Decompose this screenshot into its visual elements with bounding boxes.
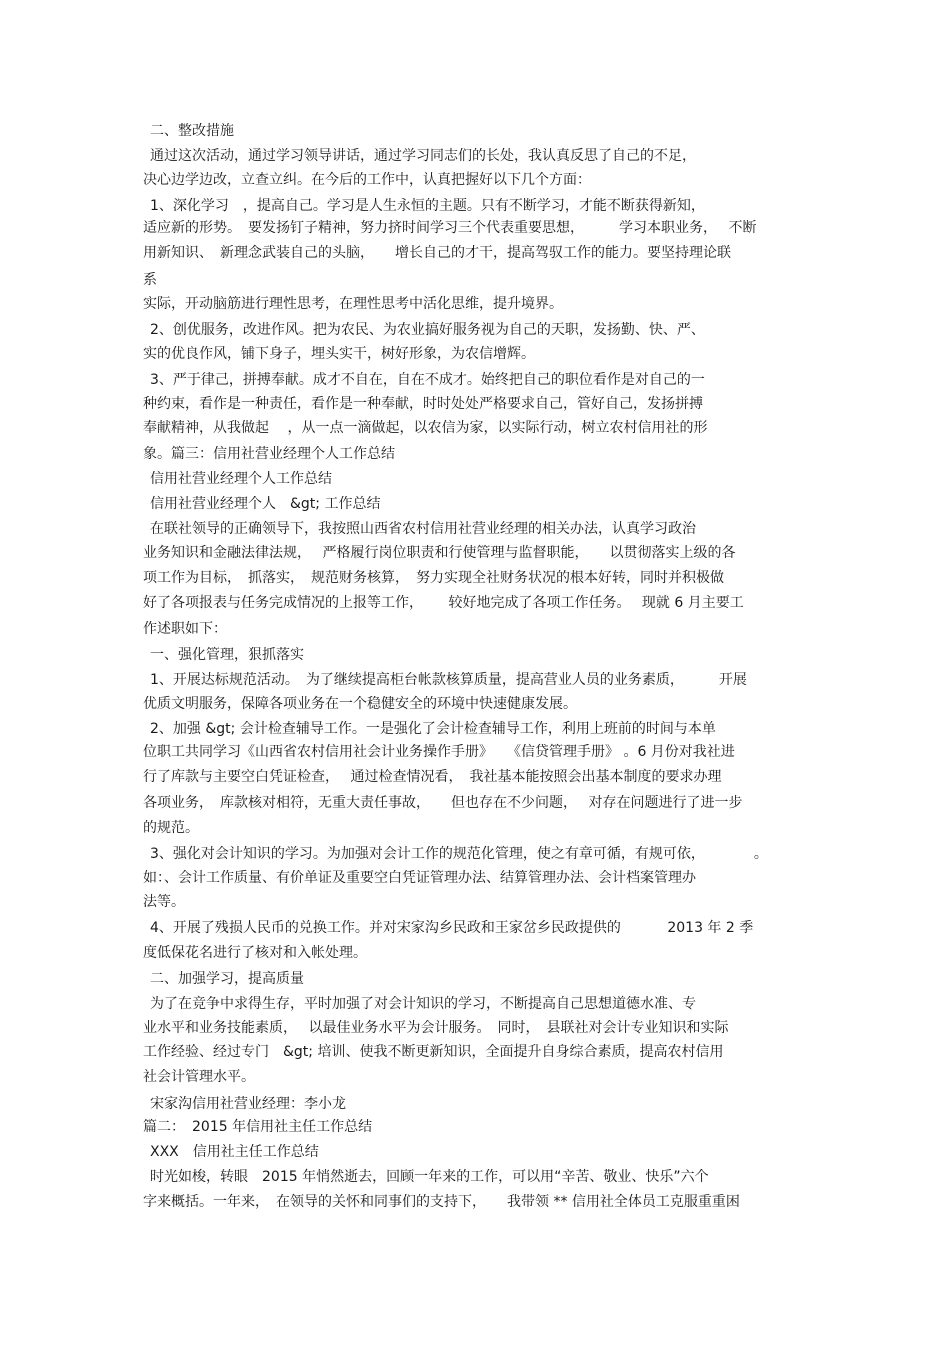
text-line: 业水平和业务技能素质， 以最佳业务水平为会计服务。 同时， 县联社对会计专业知识和实际 — [143, 1020, 729, 1036]
text-line: 二、加强学习，提高质量 — [150, 971, 304, 987]
text-line: 工作经验、经过专门 &gt; 培训、使我不断更新知识，全面提升自身综合素质，提高农村信用 — [143, 1044, 724, 1060]
text-line: 通过这次活动，通过学习领导讲话，通过学习同志们的长处，我认真反思了自己的不足， — [150, 148, 696, 164]
text-line: 实际，开动脑筋进行理性思考，在理性思考中活化思维，提升境界。 — [143, 296, 563, 312]
text-line: 优质文明服务，保障各项业务在一个稳健安全的环境中快速健康发展。 — [143, 696, 577, 712]
text-line: 的规范。 — [143, 820, 199, 836]
text-line: 系 — [143, 272, 157, 288]
text-line: 社会计管理水平。 — [143, 1069, 255, 1085]
text-line: 2、创优服务，改进作风。把为农民、为农业搞好服务视为自己的天职，发扬勤、快、严、 — [150, 322, 705, 338]
text-line: 决心边学边改，立查立纠。在今后的工作中，认真把握好以下几个方面： — [143, 172, 591, 188]
text-line: 字来概括。一年来， 在领导的关怀和同事们的支持下， 我带领 ** 信用社全体员工克服重重困 — [143, 1194, 740, 1210]
text-line: 行了库款与主要空白凭证检查， 通过检查情况看， 我社基本能按照会出基本制度的要求办理 — [143, 769, 722, 785]
text-line: 二、整改措施 — [150, 123, 234, 139]
text-line: 适应新的形势。 要发扬钉子精神，努力挤时间学习三个代表重要思想， 学习本职业务， 不断 — [143, 220, 757, 236]
text-line: 3、强化对会计知识的学习。为加强对会计工作的规范化管理，使之有章可循，有规可依， 。 — [150, 846, 768, 862]
text-line: 一、强化管理，狠抓落实 — [150, 647, 304, 663]
text-line: 信用社营业经理个人工作总结 — [150, 471, 332, 487]
text-line: 4、开展了残损人民币的兑换工作。并对宋家沟乡民政和王家岔乡民政提供的 2013 年 2 季 — [150, 920, 754, 936]
text-line: 实的优良作风，铺下身子，埋头实干，树好形象，为农信增辉。 — [143, 346, 535, 362]
text-line: 1、开展达标规范活动。 为了继续提高柜台帐款核算质量，提高营业人员的业务素质， 开展 — [150, 672, 747, 688]
text-line: 各项业务， 库款核对相符，无重大责任事故， 但也存在不少问题， 对存在问题进行了进一步 — [143, 795, 743, 811]
text-line: 位职工共同学习《山西省农村信用社会计业务操作手册》 《信贷管理手册》 。6 月份对我社进 — [143, 744, 735, 760]
text-line: 用新知识、 新理念武装自己的头脑， 增长自己的才干，提高驾驭工作的能力。要坚持理论联 — [143, 245, 731, 261]
text-line: 奉献精神，从我做起 ，从一点一滴做起，以农信为家，以实际行动，树立农村信用社的形 — [143, 420, 708, 436]
text-line: 信用社营业经理个人 &gt; 工作总结 — [150, 496, 381, 512]
text-line: 度低保花名进行了核对和入帐处理。 — [143, 945, 367, 961]
text-line: 篇二： 2015 年信用社主任工作总结 — [143, 1119, 373, 1135]
text-line: 好了各项报表与任务完成情况的上报等工作， 较好地完成了各项工作任务。 现就 6 月主要工 — [143, 595, 744, 611]
text-line: 在联社领导的正确领导下，我按照山西省农村信用社营业经理的相关办法，认真学习政治 — [150, 521, 696, 537]
text-line: 项工作为目标， 抓落实， 规范财务核算， 努力实现全社财务状况的根本好转，同时并积极做 — [143, 570, 724, 586]
text-line: 2、加强 &gt; 会计检查辅导工作。一是强化了会计检查辅导工作，利用上班前的时间与本单 — [150, 721, 716, 737]
text-line: 如：、会计工作质量、有价单证及重要空白凭证管理办法、结算管理办法、会计档案管理办 — [143, 870, 696, 886]
text-line: 象。篇三：信用社营业经理个人工作总结 — [143, 446, 395, 462]
text-line: 种约束，看作是一种责任，看作是一种奉献，时时处处严格要求自己，管好自己，发扬拼搏 — [143, 396, 703, 412]
text-line: 法等。 — [143, 894, 185, 910]
text-line: 1、深化学习 ，提高自己。学习是人生永恒的主题。只有不断学习，才能不断获得新知， — [150, 198, 705, 214]
text-line: 3、严于律己，拼搏奉献。成才不自在，自在不成才。始终把自己的职位看作是对自己的一 — [150, 372, 705, 388]
text-line: 宋家沟信用社营业经理：李小龙 — [150, 1096, 346, 1112]
text-line: 时光如梭，转眼 2015 年悄然逝去，回顾一年来的工作，可以用“辛苦、敬业、快乐”六个 — [150, 1169, 709, 1185]
text-line: XXX 信用社主任工作总结 — [150, 1144, 319, 1160]
text-line: 业务知识和金融法律法规， 严格履行岗位职责和行使管理与监督职能， 以贯彻落实上级的各 — [143, 545, 736, 561]
text-line: 作述职如下： — [143, 621, 227, 637]
text-line: 为了在竞争中求得生存，平时加强了对会计知识的学习，不断提高自己思想道德水准、专 — [150, 996, 696, 1012]
